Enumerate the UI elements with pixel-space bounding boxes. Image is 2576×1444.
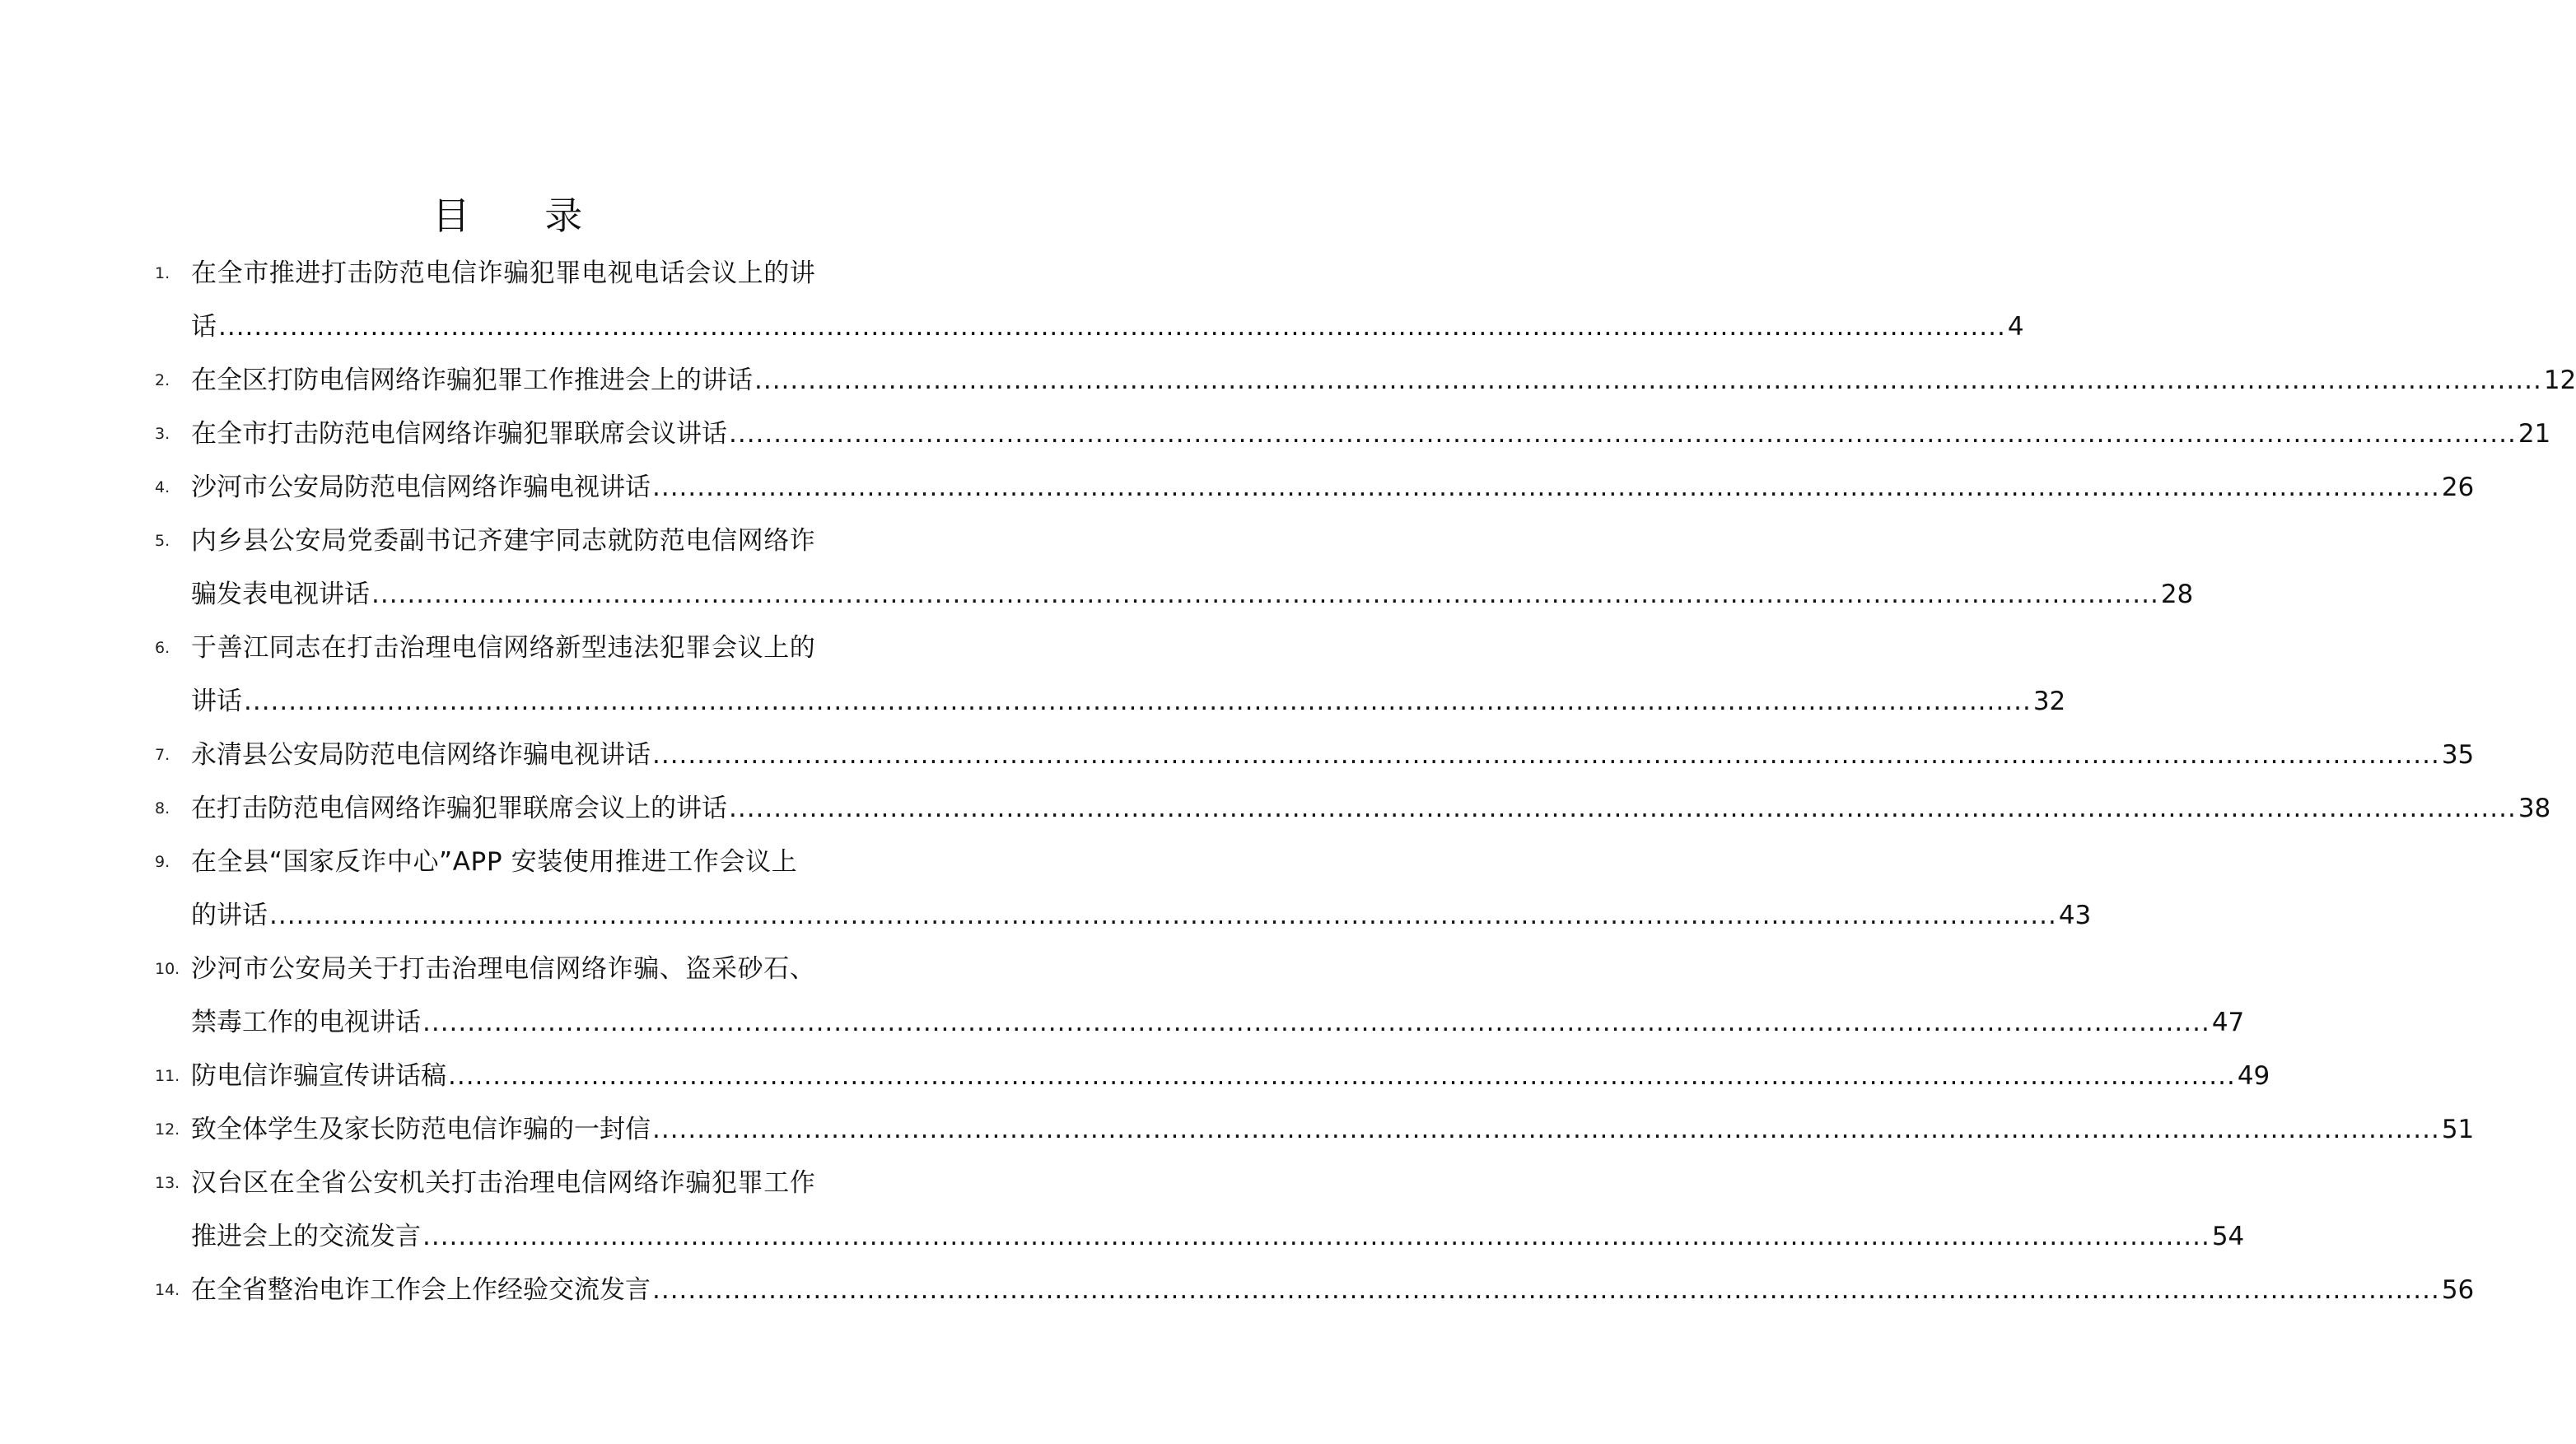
toc-entry-title-text: 永清县公安局防范电信网络诈骗电视讲话 [191,740,651,770]
toc-entry-title-text: 在打击防范电信网络诈骗犯罪联席会议上的讲话 [191,794,727,823]
toc-entry-number: 12. [155,1120,180,1139]
toc-entry-last-line [191,1050,2270,1103]
toc-entry-title-text: 讲话 [191,687,242,716]
toc-page-number: 4 [2007,312,2024,342]
toc-entry-last-line [191,568,2194,622]
toc-entry-last-line [191,1103,2475,1157]
toc-entry-number: 10. [155,960,180,978]
toc-entry-last-line [191,675,2066,729]
toc-title: 目 录 [432,193,614,238]
toc-entry-title-text: 在全市打击防范电信网络诈骗犯罪联席会议讲话 [191,419,727,449]
toc-entry-number: 6. [155,639,170,657]
dot-leader: ........................................................................................................................................................................................................ [371,580,2159,609]
dot-leader: ........................................................................................................................................................................................................ [754,366,2542,395]
toc-entry-title-text: 话 [191,312,217,342]
toc-entry-title-text: 在全省整治电诈工作会上作经验交流发言 [191,1275,651,1305]
toc-entry-number: 7. [155,746,170,764]
toc-entry-last-line [191,461,2475,515]
toc-entry-title-text: 内乡县公安局党委副书记齐建宇同志就防范电信网络诈 [191,526,816,556]
toc-entry-number: 5. [155,532,170,550]
toc-entry-number: 14. [155,1281,180,1299]
toc-entry[interactable] [0,943,2245,1050]
dot-leader: ........................................................................................................................................................................................................ [652,1115,2440,1144]
dot-leader: ........................................................................................................................................................................................................ [652,740,2440,770]
toc-entry[interactable] [0,408,2551,461]
toc-entry-last-line [191,408,2551,461]
toc-page-number: 51 [2441,1115,2475,1144]
toc-entry-number: 8. [155,799,170,817]
toc-entry-number: 4. [155,478,170,496]
toc-entry-number: 9. [155,853,170,871]
toc-page-number: 26 [2441,473,2475,502]
dot-leader: ........................................................................................................................................................................................................ [652,1275,2440,1305]
toc-entry[interactable] [0,354,2576,408]
toc-page-number: 54 [2211,1222,2245,1251]
toc-entry[interactable] [0,729,2475,782]
dot-leader: ........................................................................................................................................................................................................ [729,419,2517,449]
toc-entry[interactable] [0,782,2551,836]
toc-entry[interactable] [0,247,2024,354]
toc-entry[interactable] [0,515,2194,622]
toc-entry[interactable] [0,836,2092,943]
toc-entry-title-text: 防电信诈骗宣传讲话稿 [191,1061,446,1091]
toc-page-number: 32 [2032,687,2066,716]
toc-entry-title-text: 在全县“国家反诈中心”APP 安装使用推进工作会议上 [191,847,798,877]
toc-list [0,247,2576,1317]
dot-leader: ........................................................................................................................................................................................................ [729,794,2517,823]
toc-page-number: 49 [2237,1061,2270,1091]
dot-leader: ........................................................................................................................................................................................................ [422,1222,2210,1251]
toc-entry[interactable] [0,622,2066,729]
toc-page-number: 35 [2441,740,2475,770]
toc-entry-last-line [191,889,2092,943]
toc-entry-number: 2. [155,371,170,389]
toc-entry-number: 1. [155,264,170,282]
toc-entry[interactable] [0,1157,2245,1264]
toc-entry-title-text: 推进会上的交流发言 [191,1222,421,1251]
toc-page-number: 28 [2160,580,2194,609]
toc-entry-title-text: 沙河市公安局防范电信网络诈骗电视讲话 [191,473,651,502]
dot-leader: ........................................................................................................................................................................................................ [269,901,2057,930]
toc-entry-title-text: 沙河市公安局关于打击治理电信网络诈骗、盗采砂石、 [191,954,816,984]
toc-page-number: 43 [2058,901,2092,930]
toc-entry[interactable] [0,1103,2475,1157]
toc-entry-last-line [191,1264,2475,1317]
toc-entry[interactable] [0,1050,2270,1103]
toc-page-number: 47 [2211,1008,2245,1037]
toc-entry[interactable] [0,461,2475,515]
toc-entry-last-line [191,354,2576,408]
toc-entry-title-text: 汉台区在全省公安机关打击治理电信网络诈骗犯罪工作 [191,1168,816,1198]
dot-leader: ........................................................................................................................................................................................................ [218,312,2006,342]
toc-entry-title-text: 的讲话 [191,901,268,930]
toc-entry-last-line [191,1210,2245,1264]
dot-leader: ........................................................................................................................................................................................................ [652,473,2440,502]
toc-page-number: 12 [2543,366,2576,395]
toc-entry-title-text: 禁毒工作的电视讲话 [191,1008,421,1037]
toc-entry-number: 3. [155,425,170,443]
toc-entry-title-text: 在全市推进打击防范电信诈骗犯罪电视电话会议上的讲 [191,259,816,288]
dot-leader: ........................................................................................................................................................................................................ [422,1008,2210,1037]
toc-entry[interactable] [0,1264,2475,1317]
toc-entry-last-line [191,996,2245,1050]
toc-entry-title-text: 致全体学生及家长防范电信诈骗的一封信 [191,1115,651,1144]
toc-entry-last-line [191,300,2024,354]
toc-entry-title-text: 于善江同志在打击治理电信网络新型违法犯罪会议上的 [191,633,816,663]
toc-entry-number: 11. [155,1067,180,1085]
toc-entry-number: 13. [155,1174,180,1192]
toc-entry-title-text: 骗发表电视讲话 [191,580,370,609]
toc-entry-title-text: 在全区打防电信网络诈骗犯罪工作推进会上的讲话 [191,366,753,395]
toc-page-number: 56 [2441,1275,2475,1305]
toc-entry-last-line [191,782,2551,836]
dot-leader: ........................................................................................................................................................................................................ [448,1061,2236,1091]
toc-entry-last-line [191,729,2475,782]
toc-page-number: 38 [2518,794,2551,823]
toc-page-number: 21 [2518,419,2551,449]
dot-leader: ........................................................................................................................................................................................................ [244,687,2032,716]
